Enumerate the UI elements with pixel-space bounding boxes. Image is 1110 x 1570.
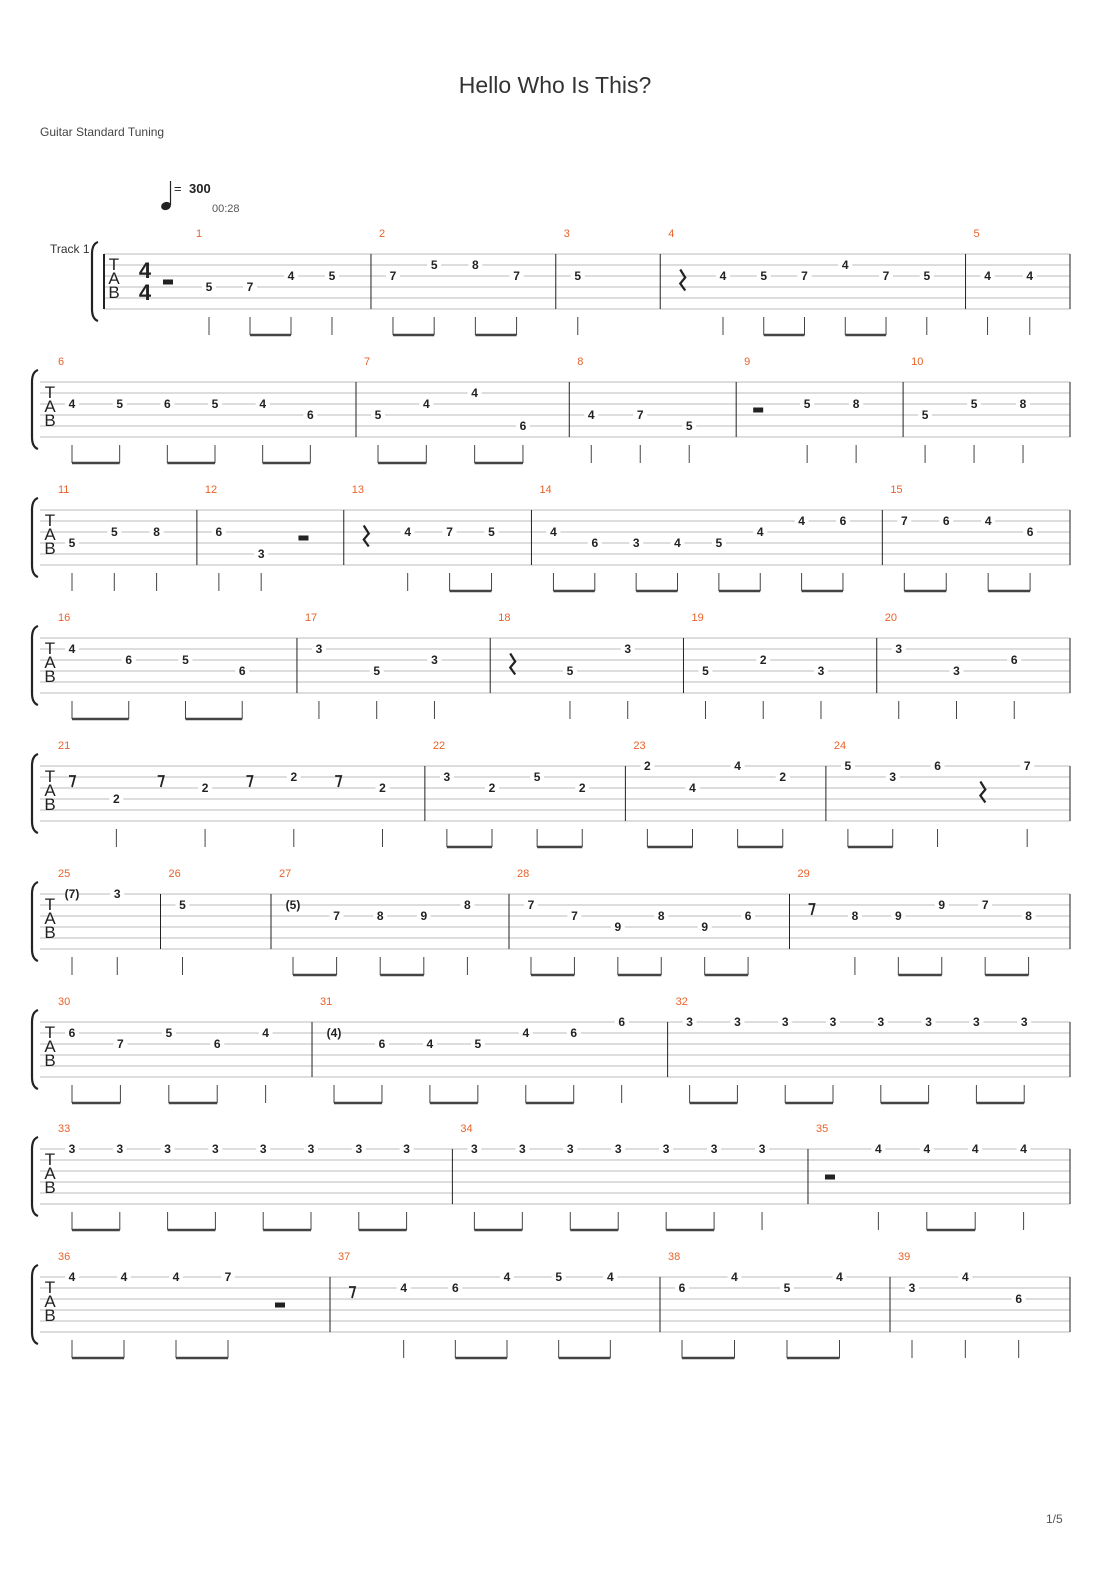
fret-number: 9 <box>614 920 622 934</box>
fret-number: 4 <box>120 1270 128 1284</box>
tab-clef-letter: T <box>44 1150 56 1169</box>
half-rest-icon <box>275 1303 285 1308</box>
fret-number: 3 <box>443 770 451 784</box>
fret-number: 7 <box>513 269 520 283</box>
tuning-label: Guitar Standard Tuning <box>40 125 165 139</box>
fret-number: 4 <box>689 781 696 795</box>
tab-clef-letter: B <box>108 283 120 302</box>
fret-number: 4 <box>1026 269 1034 283</box>
fret-number: 4 <box>550 525 557 539</box>
fret-number: 4 <box>259 397 267 411</box>
fret-number: 6 <box>163 397 171 411</box>
fret-number: 3 <box>877 1015 885 1029</box>
tab-clef-letter: B <box>44 667 56 686</box>
tempo-value: 300 <box>189 181 211 196</box>
fret-number: 4 <box>961 1270 969 1284</box>
system-brace <box>32 1265 38 1344</box>
bar-number: 1 <box>196 228 203 240</box>
fret-number: 7 <box>333 909 340 923</box>
fret-number: 5 <box>179 898 186 912</box>
fret-number: 7 <box>117 1037 124 1051</box>
fret-number: 6 <box>306 408 314 422</box>
fret-number: 3 <box>973 1015 980 1029</box>
fret-number: 5 <box>685 419 693 433</box>
fret-number: 4 <box>426 1037 434 1051</box>
fret-number: 5 <box>533 770 541 784</box>
fret-number: 5 <box>110 525 118 539</box>
fret-number: 8 <box>1025 909 1032 923</box>
fret-number: 3 <box>889 770 897 784</box>
fret-number: 3 <box>212 1142 219 1156</box>
fret-number: 5 <box>574 269 582 283</box>
fret-number: 5 <box>182 653 189 667</box>
half-rest-icon <box>163 280 173 285</box>
bar-number: 34 <box>460 1123 473 1135</box>
fret-number: 3 <box>624 642 632 656</box>
half-rest-icon <box>753 408 763 413</box>
fret-number: 6 <box>618 1015 626 1029</box>
eighth-rest-icon <box>335 776 341 787</box>
fret-number: 6 <box>1026 525 1034 539</box>
tab-clef-letter: B <box>44 923 56 942</box>
bar-number: 13 <box>351 484 365 496</box>
bar-number: 35 <box>815 1123 829 1135</box>
system-brace <box>32 1010 38 1089</box>
fret-number: 5 <box>165 1026 173 1040</box>
bar-number: 10 <box>911 356 924 368</box>
fret-number: 4 <box>68 1270 76 1284</box>
fret-number: 3 <box>829 1015 837 1029</box>
fret-number: 6 <box>238 664 246 678</box>
tempo-equals: = <box>174 181 182 196</box>
fret-number: 6 <box>570 1026 578 1040</box>
system-brace <box>32 882 38 961</box>
fret-number: 5 <box>68 536 76 550</box>
fret-number: 7 <box>527 898 535 912</box>
fret-number: 4 <box>422 397 430 411</box>
fret-number: 5 <box>555 1270 563 1284</box>
fret-number: 9 <box>938 898 946 912</box>
fret-number: 3 <box>471 1142 478 1156</box>
tab-clef-letter: A <box>44 653 56 672</box>
fret-number: 4 <box>587 408 595 422</box>
fret-number: 5 <box>430 258 438 272</box>
bar-number: 37 <box>338 1251 351 1263</box>
fret-number: 4 <box>984 269 991 283</box>
fret-number: 2 <box>644 759 651 773</box>
fret-number: 4 <box>731 1270 738 1284</box>
fret-number: 6 <box>1010 653 1018 667</box>
eighth-rest-icon <box>69 776 75 787</box>
bar-number: 19 <box>691 612 704 624</box>
tab-clef-letter: B <box>44 795 56 814</box>
fret-number: 3 <box>315 642 323 656</box>
fret-number: 4 <box>68 397 76 411</box>
fret-number: 3 <box>632 536 640 550</box>
fret-number: 7 <box>1023 759 1031 773</box>
fret-number: 6 <box>942 514 950 528</box>
fret-number: 3 <box>817 664 825 678</box>
fret-number: 7 <box>882 269 890 283</box>
fret-number: 4 <box>836 1270 843 1284</box>
fret-number: 7 <box>801 269 808 283</box>
fret-number: 4 <box>798 514 805 528</box>
eighth-rest-icon <box>809 904 815 915</box>
fret-number: 5 <box>715 536 723 550</box>
bar-number: 6 <box>58 356 65 368</box>
page-number: 1/5 <box>1046 1512 1063 1526</box>
fret-number: 2 <box>290 770 298 784</box>
tab-clef-letter: A <box>44 781 56 800</box>
system-brace <box>32 754 38 833</box>
bar-number: 31 <box>320 996 333 1008</box>
tab-clef-letter: T <box>44 511 56 530</box>
tab-clef-letter: T <box>44 1278 56 1297</box>
fret-number: 3 <box>710 1142 718 1156</box>
fret-number: 5 <box>373 664 381 678</box>
eighth-rest-icon <box>349 1287 355 1298</box>
fret-number: 6 <box>519 419 527 433</box>
bar-number: 21 <box>58 740 71 752</box>
bar-number: 2 <box>378 228 386 240</box>
fret-number: 4 <box>841 258 849 272</box>
fret-number: 5 <box>566 664 574 678</box>
bar-number: 33 <box>58 1123 71 1135</box>
fret-number: 3 <box>431 653 438 667</box>
time-signature-top: 4 <box>138 258 152 283</box>
fret-number: 6 <box>1015 1292 1023 1306</box>
tab-clef-letter: B <box>44 1178 56 1197</box>
fret-number: 3 <box>355 1142 363 1156</box>
bar-number: 11 <box>58 484 70 496</box>
tab-clef-letter: T <box>44 895 56 914</box>
fret-number: (4) <box>326 1026 342 1040</box>
tab-clef-letter: T <box>108 255 120 274</box>
system-brace <box>32 626 38 705</box>
fret-number: 3 <box>403 1142 410 1156</box>
tab-clef-letter: A <box>44 909 56 928</box>
bar-number: 22 <box>432 740 446 752</box>
fret-number: 5 <box>803 397 811 411</box>
bar-number: 38 <box>668 1251 681 1263</box>
fret-number: 5 <box>923 269 931 283</box>
bar-number: 39 <box>898 1251 911 1263</box>
bar-number: 3 <box>563 228 570 240</box>
tab-clef-letter: A <box>108 269 120 288</box>
bar-number: 29 <box>797 868 810 880</box>
tab-clef-letter: B <box>44 1051 56 1070</box>
fret-number: 3 <box>734 1015 741 1029</box>
fret-number: 4 <box>471 386 478 400</box>
bar-number: 30 <box>58 996 71 1008</box>
tab-clef-letter: A <box>44 1037 56 1056</box>
tab-clef-letter: T <box>44 767 56 786</box>
fret-number: 5 <box>474 1037 482 1051</box>
fret-number: 8 <box>464 898 471 912</box>
fret-number: 4 <box>923 1142 931 1156</box>
fret-number: 3 <box>518 1142 526 1156</box>
bar-number: 8 <box>577 356 584 368</box>
bar-number: 7 <box>364 356 371 368</box>
bar-number: 36 <box>58 1251 71 1263</box>
fret-number: 5 <box>702 664 709 678</box>
fret-number: 4 <box>172 1270 180 1284</box>
bar-number: 23 <box>633 740 646 752</box>
bar-number: 14 <box>539 484 552 496</box>
fret-number: 4 <box>404 525 412 539</box>
bar-number: 32 <box>675 996 688 1008</box>
fret-number: 7 <box>571 909 578 923</box>
fret-number: 3 <box>307 1142 315 1156</box>
tab-clef-letter: T <box>44 1023 56 1042</box>
fret-number: 3 <box>758 1142 766 1156</box>
fret-number: 5 <box>488 525 495 539</box>
fret-number: 3 <box>908 1281 916 1295</box>
fret-number: 6 <box>744 909 752 923</box>
fret-number: 7 <box>224 1270 232 1284</box>
tab-clef-letter: A <box>44 397 56 416</box>
fret-number: 4 <box>674 536 681 550</box>
fret-number: (7) <box>64 887 80 901</box>
fret-number: 4 <box>262 1026 269 1040</box>
time-signature-bottom: 4 <box>138 280 152 305</box>
track-label: Track 1 <box>50 242 90 256</box>
fret-number: 9 <box>420 909 428 923</box>
fret-number: 6 <box>839 514 847 528</box>
tab-clef-letter: T <box>44 383 56 402</box>
fret-number: 7 <box>636 408 644 422</box>
fret-number: 4 <box>68 642 76 656</box>
system-brace <box>32 498 38 577</box>
half-rest-icon <box>298 536 308 541</box>
bar-number: 18 <box>498 612 511 624</box>
fret-number: 4 <box>606 1270 614 1284</box>
fret-number: 6 <box>451 1281 459 1295</box>
fret-number: 7 <box>389 269 397 283</box>
tab-clef-letter: A <box>44 1164 56 1183</box>
fret-number: 6 <box>213 1037 221 1051</box>
fret-number: 5 <box>760 269 768 283</box>
fret-number: 3 <box>686 1015 693 1029</box>
bar-number: 5 <box>973 228 980 240</box>
bar-number: 16 <box>58 612 71 624</box>
fret-number: 3 <box>1020 1015 1028 1029</box>
fret-number: 2 <box>779 770 787 784</box>
fret-number: 4 <box>875 1142 882 1156</box>
fret-number: 3 <box>662 1142 670 1156</box>
fret-number: 6 <box>68 1026 76 1040</box>
fret-number: 6 <box>678 1281 686 1295</box>
fret-number: 4 <box>503 1270 511 1284</box>
fret-number: 5 <box>328 269 336 283</box>
fret-number: 5 <box>970 397 978 411</box>
tab-clef-letter: B <box>44 539 56 558</box>
fret-number: 6 <box>934 759 941 773</box>
fret-number: 2 <box>488 781 496 795</box>
tab-clef-letter: B <box>44 411 56 430</box>
fret-number: 3 <box>566 1142 574 1156</box>
fret-number: 4 <box>287 269 295 283</box>
tab-clef-letter: A <box>44 1292 56 1311</box>
fret-number: 2 <box>113 792 120 806</box>
fret-number: 2 <box>201 781 209 795</box>
fret-number: 5 <box>844 759 852 773</box>
fret-number: 4 <box>522 1026 530 1040</box>
fret-number: 8 <box>472 258 479 272</box>
fret-number: 6 <box>215 525 223 539</box>
fret-number: 5 <box>211 397 219 411</box>
fret-number: 5 <box>921 408 929 422</box>
fret-number: 4 <box>734 759 741 773</box>
fret-number: 3 <box>781 1015 789 1029</box>
bar-number: 15 <box>890 484 903 496</box>
fret-number: 7 <box>981 898 989 912</box>
fret-number: 3 <box>164 1142 171 1156</box>
fret-number: 4 <box>1020 1142 1027 1156</box>
bar-number: 9 <box>744 356 751 368</box>
fret-number: 3 <box>925 1015 932 1029</box>
fret-number: 6 <box>591 536 599 550</box>
tab-clef-letter: T <box>44 639 56 658</box>
system-brace <box>92 242 98 321</box>
bar-number: 25 <box>58 868 71 880</box>
fret-number: (5) <box>285 898 301 912</box>
fret-number: 8 <box>153 525 160 539</box>
fret-number: 5 <box>116 397 124 411</box>
fret-number: 6 <box>125 653 133 667</box>
fret-number: 6 <box>378 1037 386 1051</box>
system-brace <box>32 1137 38 1216</box>
fret-number: 3 <box>953 664 960 678</box>
bar-number: 20 <box>884 612 897 624</box>
system-brace <box>32 370 38 449</box>
eighth-rest-icon <box>158 776 164 787</box>
bar-number: 28 <box>517 868 530 880</box>
tab-clef-letter: A <box>44 525 56 544</box>
fret-number: 4 <box>984 514 992 528</box>
fret-number: 3 <box>895 642 903 656</box>
fret-number: 3 <box>116 1142 124 1156</box>
fret-number: 2 <box>578 781 586 795</box>
fret-number: 3 <box>259 1142 267 1156</box>
bar-number: 17 <box>304 612 318 624</box>
fret-number: 2 <box>379 781 386 795</box>
score-title: Hello Who Is This? <box>458 72 652 98</box>
fret-number: 4 <box>400 1281 408 1295</box>
fret-number: 3 <box>614 1142 622 1156</box>
fret-number: 4 <box>971 1142 979 1156</box>
fret-number: 9 <box>701 920 709 934</box>
fret-number: 7 <box>446 525 453 539</box>
half-rest-icon <box>825 1175 835 1180</box>
bar-number: 12 <box>204 484 218 496</box>
eighth-rest-icon <box>246 776 252 787</box>
bar-number: 27 <box>279 868 292 880</box>
fret-number: 8 <box>851 909 859 923</box>
fret-number: 7 <box>900 514 908 528</box>
fret-number: 4 <box>756 525 764 539</box>
fret-number: 7 <box>246 280 254 294</box>
fret-number: 8 <box>657 909 665 923</box>
fret-number: 3 <box>113 887 121 901</box>
tab-clef-letter: B <box>44 1306 56 1325</box>
fret-number: 4 <box>719 269 727 283</box>
fret-number: 5 <box>374 408 382 422</box>
bar-number: 26 <box>168 868 181 880</box>
time-marker: 00:28 <box>212 203 240 215</box>
fret-number: 8 <box>1019 397 1027 411</box>
fret-number: 3 <box>68 1142 76 1156</box>
fret-number: 8 <box>852 397 860 411</box>
fret-number: 2 <box>759 653 767 667</box>
bar-number: 4 <box>668 228 675 240</box>
fret-number: 5 <box>205 280 213 294</box>
fret-number: 9 <box>894 909 902 923</box>
fret-number: 8 <box>376 909 384 923</box>
fret-number: 3 <box>257 547 265 561</box>
bar-number: 24 <box>833 740 847 752</box>
fret-number: 5 <box>783 1281 791 1295</box>
